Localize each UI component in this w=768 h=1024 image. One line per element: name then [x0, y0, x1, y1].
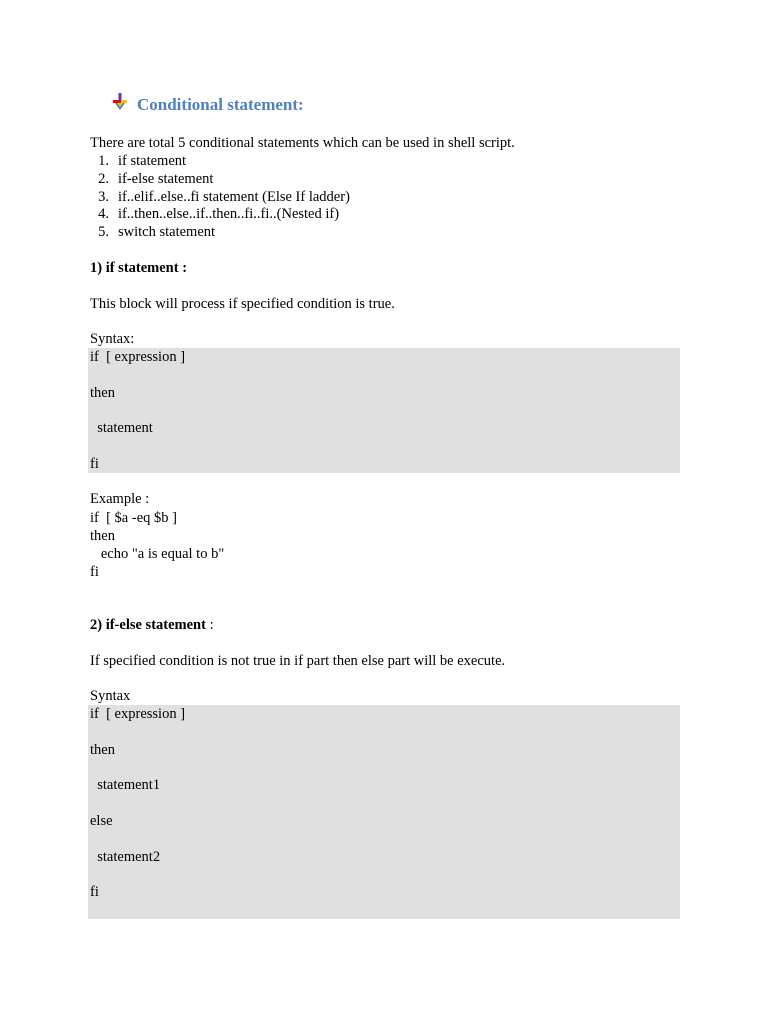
code-line: statement2	[90, 849, 161, 865]
section2-heading	[90, 616, 214, 634]
list-number: 5.	[98, 224, 109, 240]
code-line: statement	[90, 420, 153, 436]
example-line: then	[90, 528, 115, 544]
section1-syntax-block	[88, 348, 680, 473]
list-text: if..elif..else..fi statement (Else If ladder)	[118, 189, 350, 205]
list-number: 2.	[98, 171, 109, 187]
page-title: Conditional statement:	[137, 94, 304, 114]
intro-text: There are total 5 conditional statements which can be used in shell script.	[90, 135, 515, 151]
code-line: fi	[90, 456, 99, 472]
code-line: then	[90, 742, 115, 758]
code-line: statement1	[90, 777, 161, 793]
list-number: 1.	[98, 153, 109, 169]
section-heading	[112, 93, 304, 116]
example-line: fi	[90, 564, 99, 580]
code-line: if [ expression ]	[90, 706, 186, 722]
code-line: else	[90, 813, 113, 829]
example-line: echo "a is equal to b"	[90, 546, 225, 562]
section1-syntax-label: Syntax:	[90, 331, 135, 347]
list-text: if statement	[118, 153, 187, 169]
section2-heading-suffix: :	[205, 617, 214, 633]
list-number: 3.	[98, 189, 109, 205]
section2-heading-text: 2) if-else statement	[90, 617, 206, 633]
code-line: if [ expression ]	[90, 349, 186, 365]
section2-syntax-block	[88, 705, 680, 919]
list-text: switch statement	[118, 224, 216, 240]
section2-syntax-label: Syntax	[90, 688, 131, 704]
arrow-bullet-icon	[112, 93, 128, 116]
list-text: if-else statement	[118, 171, 214, 187]
code-line: then	[90, 385, 115, 401]
list-text: if..then..else..if..then..fi..fi..(Nested if)	[118, 206, 340, 222]
example-line: if [ $a -eq $b ]	[90, 510, 177, 526]
section1-example-label: Example :	[90, 491, 150, 507]
section1-heading: 1) if statement :	[90, 260, 188, 276]
section2-description: If specified condition is not true in if part then else part will be execute.	[90, 653, 506, 669]
code-line: fi	[90, 884, 99, 900]
list-number: 4.	[98, 206, 109, 222]
section1-description: This block will process if specified condition is true.	[90, 296, 395, 312]
